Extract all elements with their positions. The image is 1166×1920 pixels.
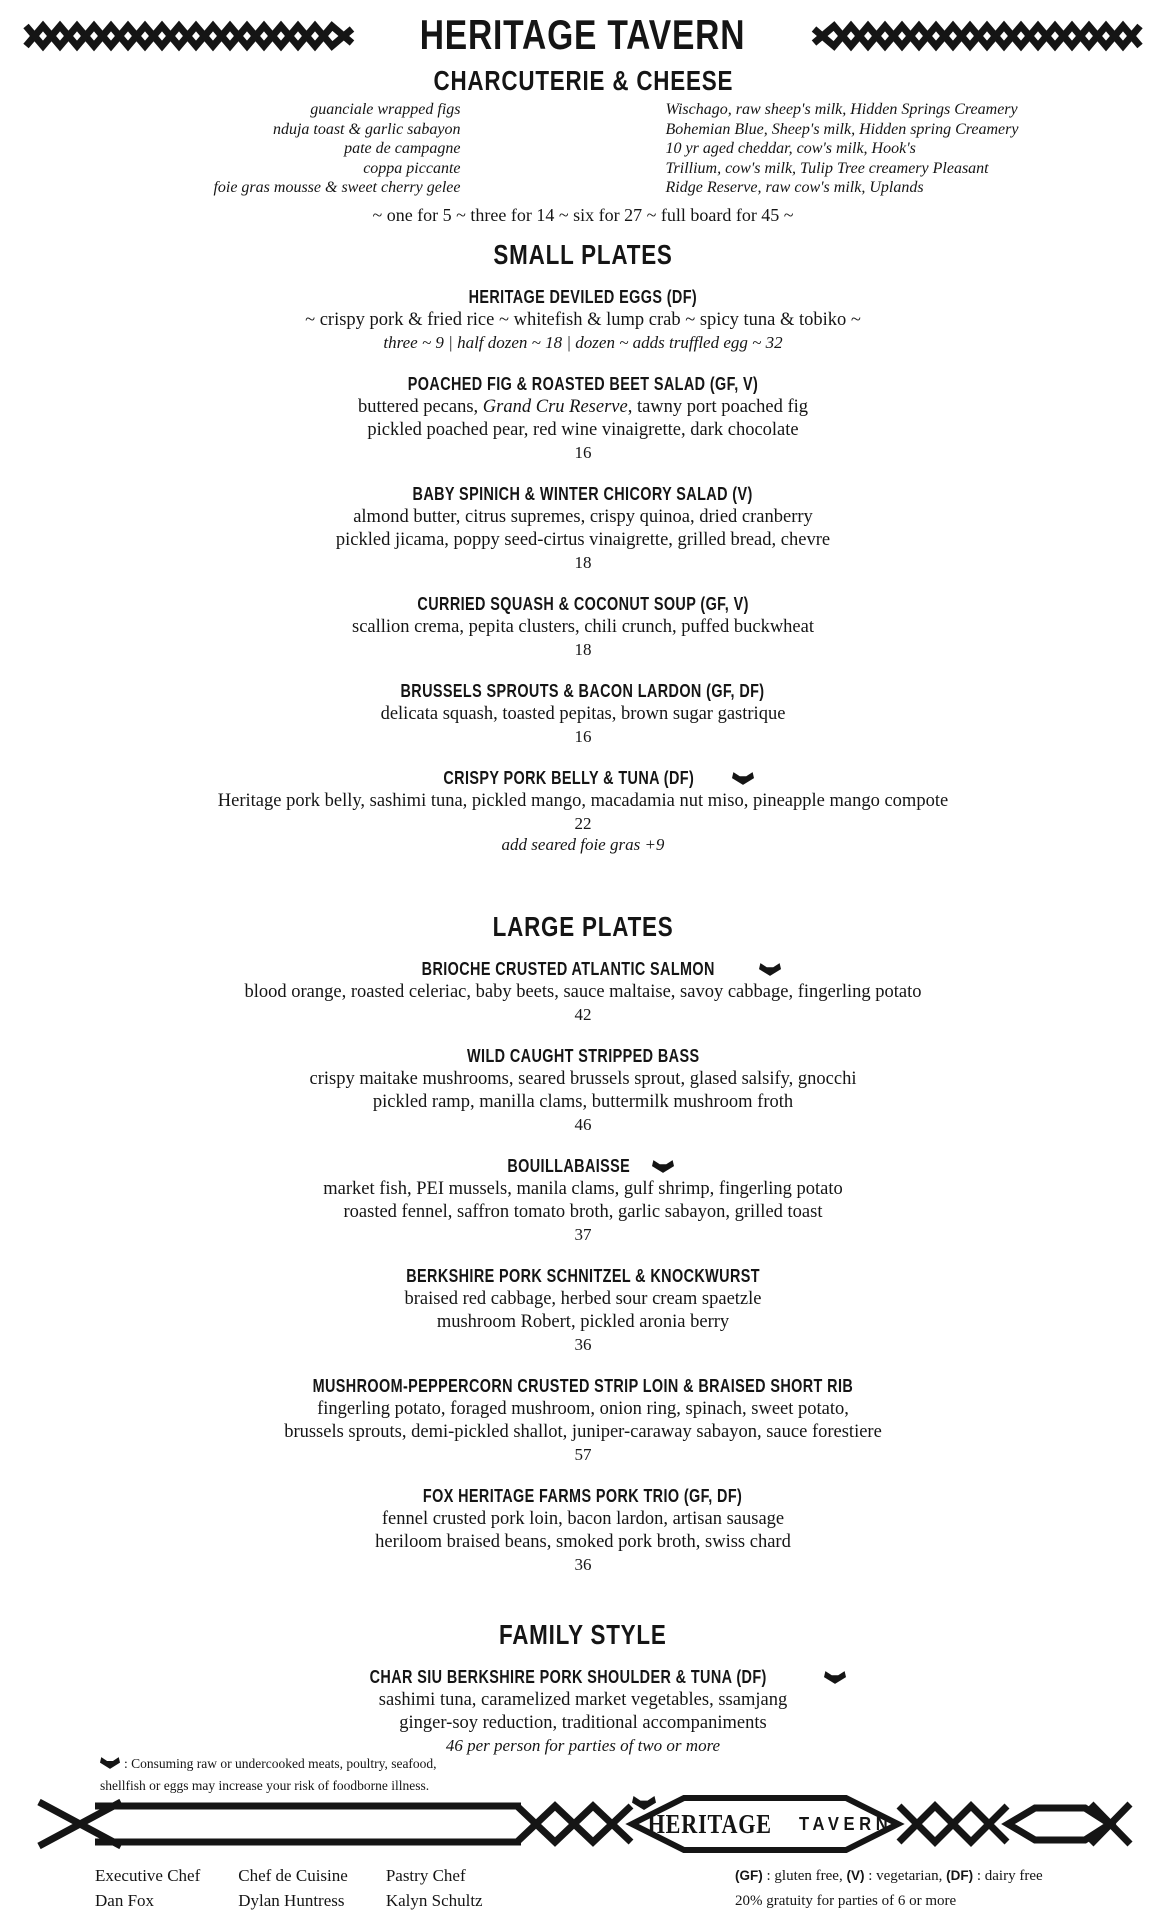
item-price: 16 <box>574 442 592 462</box>
item-price: 42 <box>574 1004 592 1024</box>
item-description: crispy maitake mushrooms, seared brussels sprout, glased salsify, gnocchi <box>309 1068 857 1089</box>
footer <box>0 1745 1166 1920</box>
item-name: CHAR SIU BERKSHIRE PORK SHOULDER & TUNA (DF) <box>369 1666 768 1687</box>
item-description: almond butter, citrus supremes, crispy quinoa, dried cranberry <box>353 506 813 527</box>
disclaimer-line-1: : Consuming raw or undercooked meats, poultry, seafood, <box>124 1756 437 1771</box>
menu-item <box>0 1045 1166 1135</box>
item-description: pickled ramp, manilla clams, buttermilk mushroom froth <box>372 1091 794 1112</box>
item-name: BABY SPINICH & WINTER CHICORY SALAD (V) <box>412 483 754 504</box>
item-name: BRUSSELS SPROUTS & BACON LARDON (GF, DF) <box>400 680 765 701</box>
item-description: pickled poached pear, red wine vinaigrette, dark chocolate <box>367 419 799 440</box>
menu-item <box>0 483 1166 573</box>
item-description: roasted fennel, saffron tomato broth, garlic sabayon, grilled toast <box>343 1201 823 1222</box>
board-pricing: ~ one for 5 ~ three for 14 ~ six for 27 ~ full board for 45 ~ <box>372 204 794 225</box>
item-name-row <box>0 483 1166 506</box>
item-description: delicata squash, toasted pepitas, brown sugar gastrique <box>380 703 786 724</box>
legend-tag: (V) <box>846 1868 865 1883</box>
item-price: 36 <box>574 1554 592 1574</box>
charcuterie-cheese-item: Bohemian Blue, Sheep's milk, Hidden spring Creamery <box>665 120 1019 138</box>
item-description: braised red cabbage, herbed sour cream spaetzle <box>404 1288 762 1309</box>
item-description: market fish, PEI mussels, manila clams, gulf shrimp, fingerling potato <box>323 1178 843 1199</box>
charcuterie-cheese-item: Ridge Reserve, raw cow's milk, Uplands <box>665 179 924 196</box>
charcuterie-cheese-list <box>666 100 1106 198</box>
section-title <box>0 1619 1166 1652</box>
item-price: 18 <box>574 552 592 572</box>
menu-item <box>0 1485 1166 1575</box>
item-note: three ~ 9 | half dozen ~ 18 | dozen ~ adds truffled egg ~ 32 <box>383 332 783 352</box>
chef-credit <box>95 1863 200 1913</box>
charcuterie-meat-item: guanciale wrapped figs <box>310 101 461 118</box>
menu-item <box>0 286 1166 353</box>
charcuterie-title: CHARCUTERIE & CHEESE <box>433 65 733 96</box>
item-description: pickled jicama, poppy seed-cirtus vinaigrette, grilled bread, chevre <box>335 529 831 550</box>
chain-ornament-left <box>21 17 357 55</box>
section-title-text: SMALL PLATES <box>493 238 673 270</box>
chef-title: Executive Chef <box>95 1866 201 1885</box>
footer-ornament <box>33 1795 1133 1853</box>
chef-name: Kalyn Schultz <box>385 1891 483 1910</box>
gratuity-note: 20% gratuity for parties of 6 or more <box>735 1893 957 1909</box>
item-name: HERITAGE DEVILED EGGS (DF) <box>468 286 698 307</box>
dietary-legend: (GF) : gluten free, (V) : vegetarian, (DF) : dairy free <box>735 1868 1043 1884</box>
item-name: CRISPY PORK BELLY & TUNA (DF) <box>443 767 694 788</box>
legend-tag: (DF) <box>946 1868 974 1883</box>
item-name: BOUILLABAISSE <box>507 1155 630 1176</box>
item-price: 16 <box>574 726 592 746</box>
menu-item <box>0 1375 1166 1465</box>
item-name: BERKSHIRE PORK SCHNITZEL & KNOCKWURST <box>406 1265 760 1286</box>
chef-credit <box>386 1863 483 1913</box>
item-name: WILD CAUGHT STRIPPED BASS <box>466 1045 700 1066</box>
charcuterie-cheese-item: Trillium, cow's milk, Tulip Tree creamery Pleasant <box>665 159 989 177</box>
item-description: buttered pecans, Grand Cru Reserve, tawny port poached fig <box>357 396 809 417</box>
section-title <box>0 239 1166 272</box>
chef-name: Dan Fox <box>95 1891 155 1910</box>
fox-icon <box>100 1757 120 1769</box>
menu-item <box>0 593 1166 660</box>
charcuterie-meat-item: coppa piccante <box>363 159 461 177</box>
restaurant-name: HERITAGE TAVERN <box>420 11 746 58</box>
item-name: MUSHROOM-PEPPERCORN CRUSTED STRIP LOIN & BRAISED SHORT RIB <box>312 1375 854 1396</box>
item-description: blood orange, roasted celeriac, baby beets, sauce maltaise, savoy cabbage, fingerling potato <box>244 981 922 1002</box>
menu-item <box>0 680 1166 747</box>
fox-icon <box>652 1160 674 1173</box>
heritage-tavern-badge <box>632 1796 898 1852</box>
item-description: heriloom braised beans, smoked pork broth, swiss chard <box>375 1531 791 1552</box>
charcuterie-meat-item: pate de campagne <box>344 140 461 157</box>
item-price: 18 <box>574 639 592 659</box>
item-price: 22 <box>574 813 592 833</box>
chef-name: Dylan Huntress <box>238 1891 345 1910</box>
charcuterie-meat-item: nduja toast & garlic sabayon <box>272 120 461 138</box>
item-name-row <box>0 767 1166 790</box>
charcuterie-columns <box>0 100 1166 198</box>
fox-icon <box>759 963 781 976</box>
badge-tavern-text: TAVERN <box>798 1813 892 1834</box>
badge-heritage-text: HERITAGE <box>647 1808 772 1839</box>
charcuterie-cheese-item: Wischago, raw sheep's milk, Hidden Springs Creamery <box>665 101 1018 118</box>
section-title-text: LARGE PLATES <box>492 910 674 942</box>
item-description: ~ crispy pork & fried rice ~ whitefish & lump crab ~ spicy tuna & tobiko ~ <box>305 309 861 330</box>
item-name: POACHED FIG & ROASTED BEET SALAD (GF, V) <box>407 373 759 394</box>
section-title-text: FAMILY STYLE <box>499 1618 667 1650</box>
legend-block <box>735 1863 1043 1914</box>
fox-icon <box>632 1796 656 1810</box>
charcuterie-cheese-item: 10 yr aged cheddar, cow's milk, Hook's <box>665 140 916 157</box>
item-name: BRIOCHE CRUSTED ATLANTIC SALMON <box>421 958 716 979</box>
item-name-row <box>0 1485 1166 1508</box>
fox-icon <box>824 1671 846 1684</box>
footer-divider-graphic <box>33 1795 1133 1853</box>
item-name-row <box>0 680 1166 703</box>
item-name: CURRIED SQUASH & COCONUT SOUP (GF, V) <box>417 593 749 614</box>
item-name-row <box>0 958 1166 981</box>
raw-food-disclaimer <box>100 1753 437 1797</box>
masthead <box>0 0 1166 59</box>
menu-item <box>0 1155 1166 1245</box>
menu-sections <box>0 239 1166 1756</box>
chef-title: Pastry Chef <box>385 1866 466 1885</box>
menu-item <box>0 373 1166 463</box>
item-name-row <box>0 286 1166 309</box>
item-note: add seared foie gras +9 <box>501 834 665 854</box>
item-name-row <box>0 1155 1166 1178</box>
item-name-row <box>0 1666 1166 1689</box>
item-description: sashimi tuna, caramelized market vegetables, ssamjang <box>378 1689 788 1710</box>
chain-ornament-right <box>809 17 1145 55</box>
item-price: 46 <box>574 1114 592 1134</box>
item-price: 36 <box>574 1334 592 1354</box>
item-name-row <box>0 1265 1166 1288</box>
menu-section <box>0 239 1166 855</box>
item-description: mushroom Robert, pickled aronia berry <box>436 1311 730 1332</box>
menu-item <box>0 958 1166 1025</box>
item-description: fingerling potato, foraged mushroom, onion ring, spinach, sweet potato, <box>317 1398 849 1419</box>
chef-credit <box>238 1863 348 1913</box>
page-title <box>379 12 786 59</box>
disclaimer-line-2: shellfish or eggs may increase your risk of foodborne illness. <box>100 1778 430 1793</box>
legend-tag: (GF) <box>735 1868 763 1883</box>
chef-title: Chef de Cuisine <box>238 1866 348 1885</box>
menu-item <box>0 1265 1166 1355</box>
item-description: scallion crema, pepita clusters, chili crunch, puffed buckwheat <box>352 616 814 637</box>
item-price: 57 <box>574 1444 592 1464</box>
item-price: 37 <box>574 1224 592 1244</box>
menu-section <box>0 1619 1166 1756</box>
charcuterie-meats-list <box>61 100 461 198</box>
menu-section <box>0 911 1166 1575</box>
chef-credits <box>95 1863 483 1913</box>
menu-item <box>0 767 1166 855</box>
item-description: Heritage pork belly, sashimi tuna, pickled mango, macadamia nut miso, pineapple mango compote <box>217 790 949 811</box>
section-title <box>0 911 1166 944</box>
item-name-row <box>0 1045 1166 1068</box>
item-name-row <box>0 593 1166 616</box>
charcuterie-meat-item: foie gras mousse & sweet cherry gelee <box>213 179 461 196</box>
item-note: 46 per person for parties of two or more <box>445 1735 721 1755</box>
item-description: brussels sprouts, demi-pickled shallot, juniper-caraway sabayon, sauce forestiere <box>284 1421 882 1442</box>
item-description: fennel crusted pork loin, bacon lardon, artisan sausage <box>381 1508 785 1529</box>
item-description: ginger-soy reduction, traditional accompaniments <box>399 1712 767 1733</box>
item-name-row <box>0 1375 1166 1398</box>
menu-item <box>0 1666 1166 1756</box>
charcuterie-section <box>0 65 1166 227</box>
item-name-row <box>0 373 1166 396</box>
fox-icon <box>732 772 754 785</box>
item-name: FOX HERITAGE FARMS PORK TRIO (GF, DF) <box>423 1485 743 1506</box>
